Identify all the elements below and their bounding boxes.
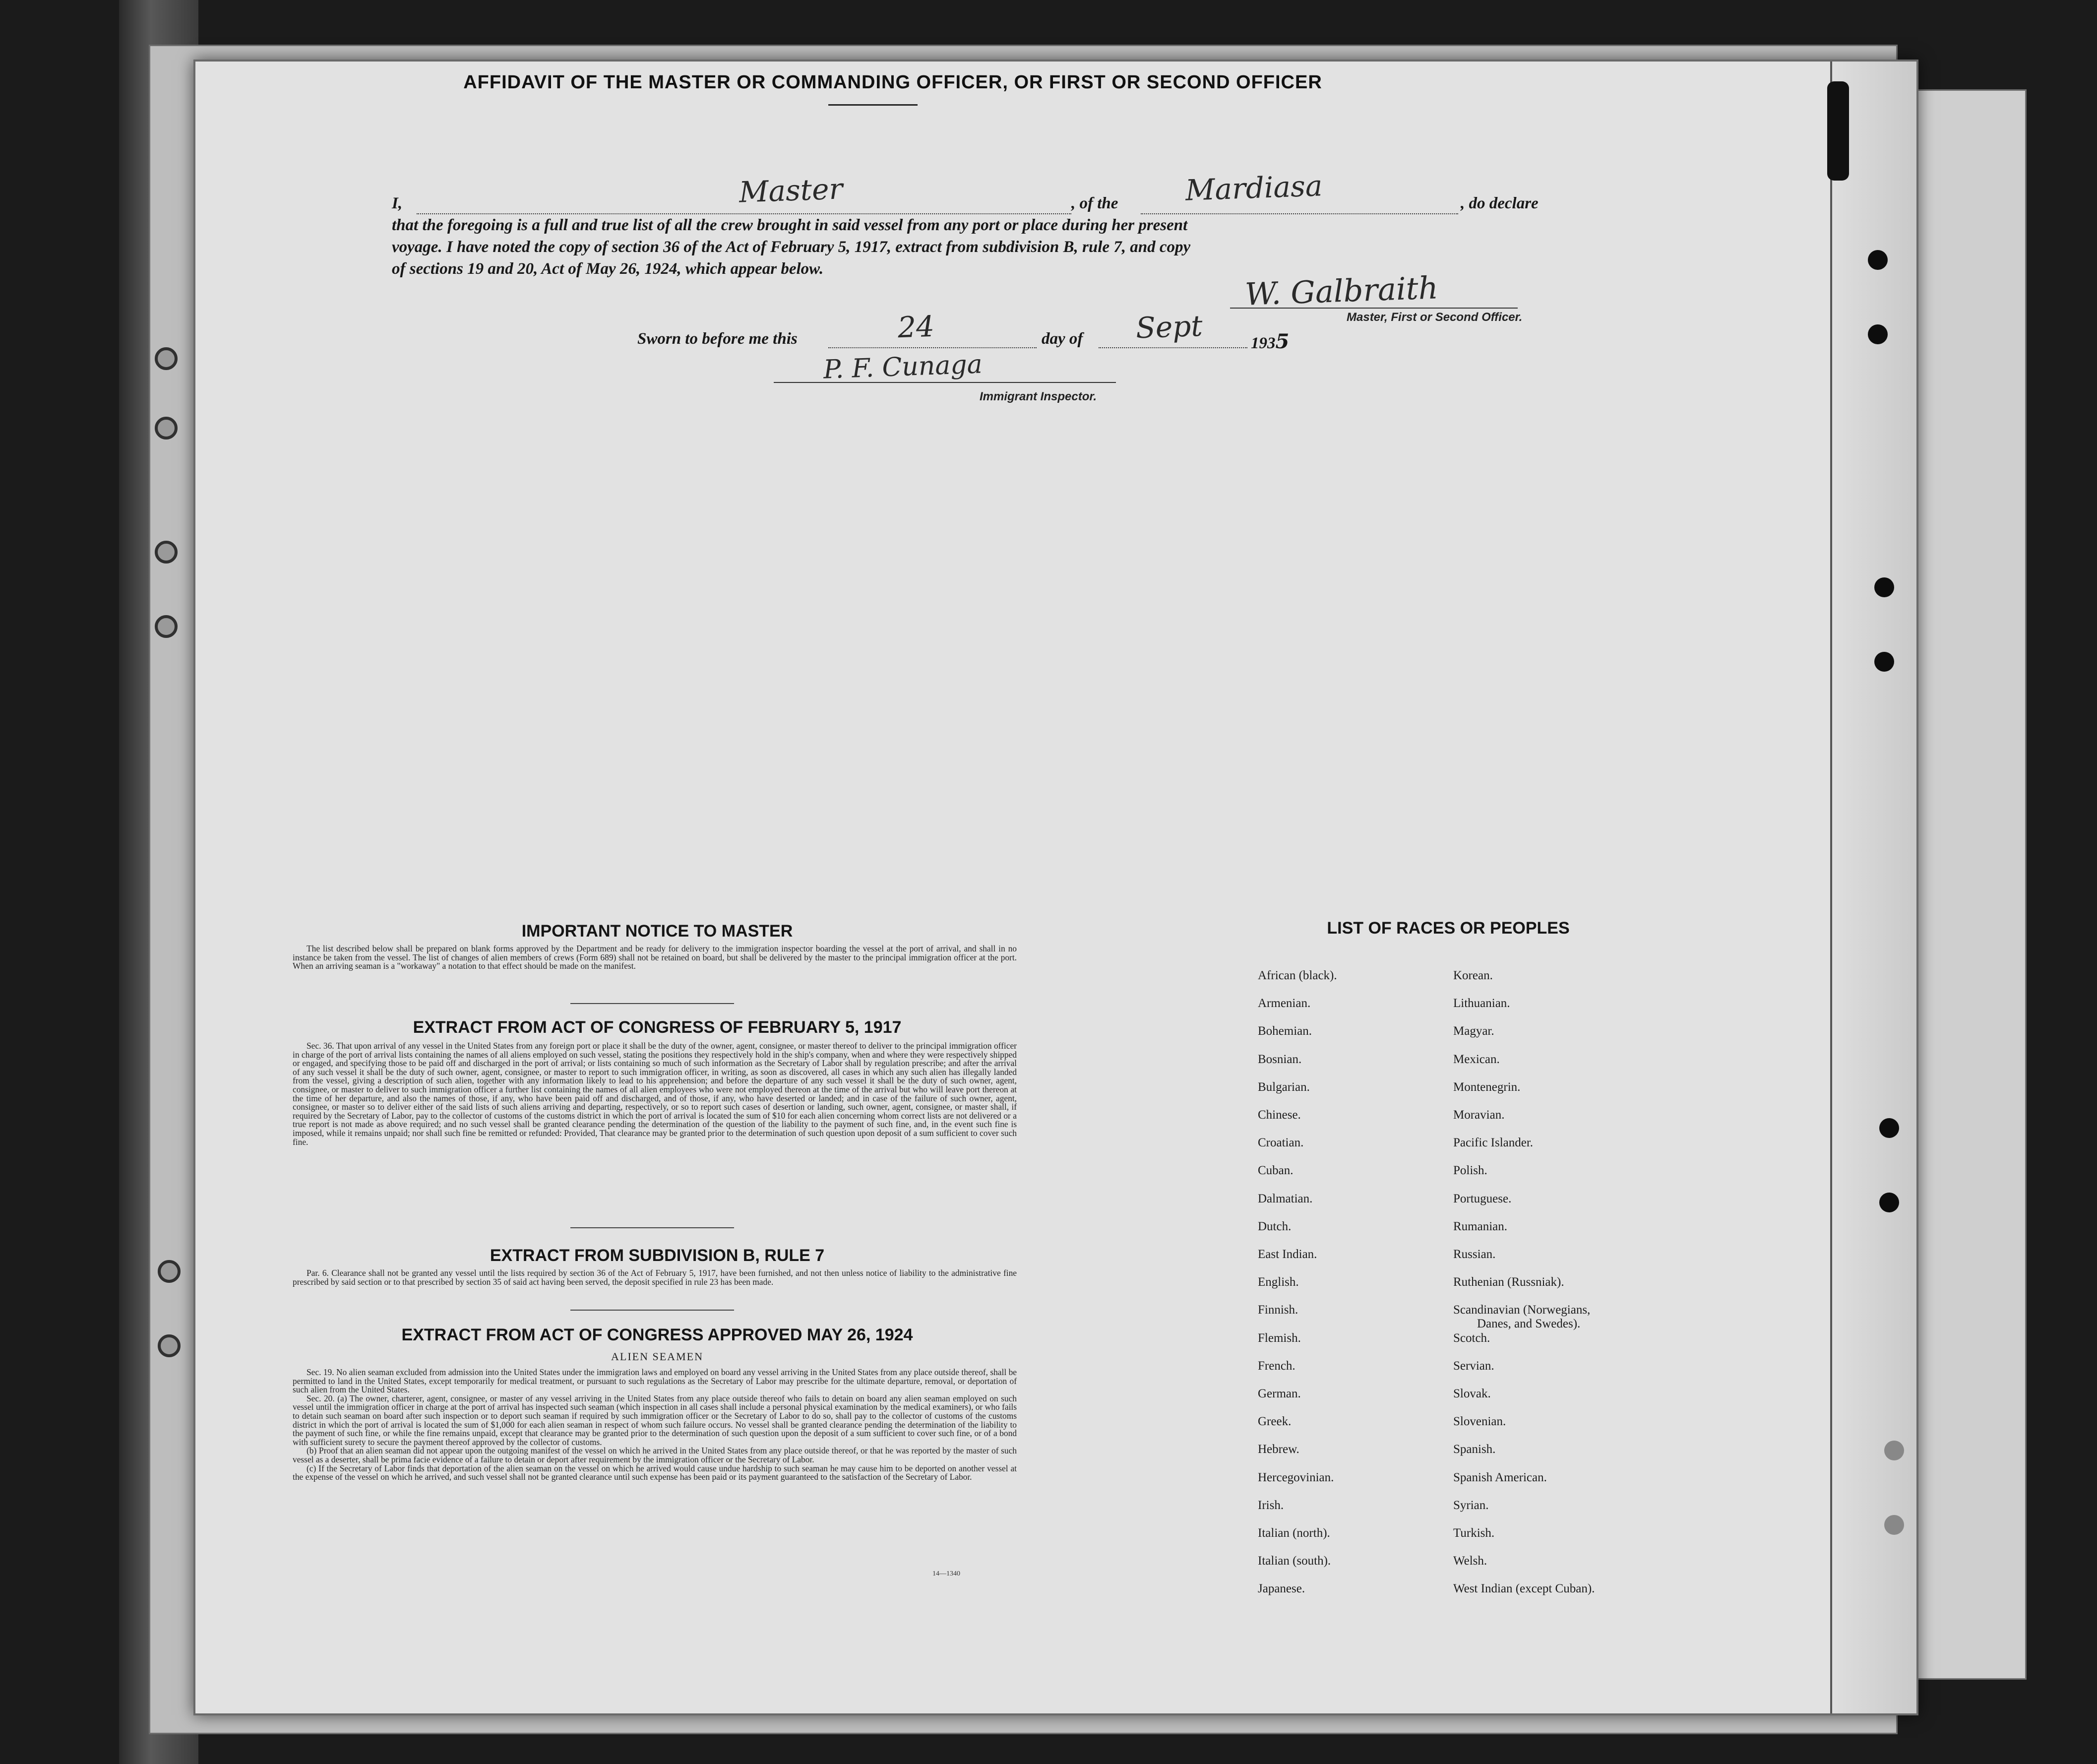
vessel-underline	[1141, 213, 1458, 214]
notice-title: IMPORTANT NOTICE TO MASTER	[521, 922, 793, 941]
binder-ring	[155, 615, 178, 638]
punch-hole	[1874, 577, 1894, 597]
handwritten-year-digit: 5	[1275, 330, 1290, 353]
punch-hole	[1868, 250, 1888, 270]
race-item: Servian.	[1453, 1359, 1494, 1373]
title-rule	[828, 104, 918, 106]
race-item: Moravian.	[1453, 1108, 1505, 1122]
race-item: Japanese.	[1258, 1582, 1305, 1596]
binder-ring	[155, 347, 178, 370]
race-item: German.	[1258, 1387, 1301, 1400]
punch-hole	[1884, 1515, 1904, 1535]
race-item: African (black).	[1258, 969, 1337, 982]
day-of: day of	[1042, 330, 1083, 348]
affidavit-line-1	[392, 194, 1547, 213]
section-20c-paragraph: (c) If the Secretary of Labor finds that deportation of the alien seaman on the vessel on which he arrived would cause undue hardship to such seaman he may cause him to be deported on another vessel at the expense of the vessel on which he arrived, and such vessel shall not be granted clearance until such expense has been paid or its payment guaranteed to the satisfaction of the Secretary of Labor.	[293, 1463, 1017, 1482]
binder-clip	[1827, 81, 1849, 181]
race-item: West Indian (except Cuban).	[1453, 1582, 1595, 1596]
handwritten-signature: W. Galbraith	[1244, 269, 1439, 313]
race-item: French.	[1258, 1359, 1295, 1373]
race-item: Flemish.	[1258, 1331, 1301, 1345]
race-item: Slovak.	[1453, 1387, 1491, 1400]
binder-ring	[155, 541, 178, 564]
section-20b-paragraph: (b) Proof that an alien seaman did not appear upon the outgoing manifest of the vessel on which he arrived in the United States from any place outside thereof, or that he was reported by the master of such vessel as a deserter, shall be prima facie evidence of a failure to detain or deport after requirement by the immigration officer or the Secretary of Labor.	[293, 1446, 1017, 1464]
race-item: Scotch.	[1453, 1331, 1490, 1345]
extract-rule7-title: EXTRACT FROM SUBDIVISION B, RULE 7	[490, 1246, 825, 1265]
signature-caption: Master, First or Second Officer.	[1347, 311, 1523, 324]
sworn-prefix: Sworn to before me this	[637, 330, 798, 348]
alien-seamen-subtitle: ALIEN SEAMEN	[611, 1350, 703, 1363]
race-item: Pacific Islander.	[1453, 1136, 1534, 1150]
affidavit-declare: , do declare	[1461, 194, 1539, 212]
punch-hole	[1874, 652, 1894, 672]
races-title: LIST OF RACES OR PEOPLES	[1327, 919, 1570, 938]
race-item: Cuban.	[1258, 1164, 1294, 1178]
race-item: Korean.	[1453, 969, 1493, 982]
race-item: Bosnian.	[1258, 1052, 1302, 1066]
handwritten-month: Sept	[1135, 309, 1203, 345]
race-item: Slovenian.	[1453, 1415, 1506, 1429]
affidavit-title: AFFIDAVIT OF THE MASTER OR COMMANDING OFFICER, OR FIRST OR SECOND OFFICER	[463, 72, 1322, 93]
extract-1917-body	[293, 1042, 1017, 1146]
notice-paragraph: The list described below shall be prepared on blank forms approved by the Department and be ready for delivery to the immigration inspector boarding the vessel at the port of arrival, and shall in no instance be taken from the vessel. The list of changes of alien members of crews (Form 689) shall not be retained on board, but shall be delivered by the master to the principal immigration officer at the port. When an arriving seaman is a "workaway" a notation to that effect should be made on the manifest.	[293, 944, 1017, 971]
race-item: English.	[1258, 1275, 1299, 1289]
section-divider	[570, 1310, 734, 1311]
race-item: Croatian.	[1258, 1136, 1304, 1150]
notice-body	[293, 945, 1017, 971]
race-item: Armenian.	[1258, 997, 1311, 1010]
race-item: Dalmatian.	[1258, 1192, 1313, 1205]
year-printed: 193	[1251, 334, 1276, 352]
affidavit-line-2: that the foregoing is a full and true list of all the crew brought in said vessel from any port or place during her present	[392, 216, 1188, 234]
affidavit-line-4: of sections 19 and 20, Act of May 26, 1924, which appear below.	[392, 260, 824, 278]
race-item: Italian (south).	[1258, 1554, 1331, 1568]
race-item: Chinese.	[1258, 1108, 1301, 1122]
race-item: Syrian.	[1453, 1498, 1489, 1512]
race-item: Montenegrin.	[1453, 1080, 1521, 1094]
par-6-paragraph: Par. 6. Clearance shall not be granted any vessel until the lists required by section 36 of the Act of February 5, 1917, have been furnished, and not then unless notice of liability to the administrative fine prescribed by said section or to that prescribed by section 35 of said act having been served, the deposit specified in rule 23 has been made.	[293, 1268, 1017, 1287]
punch-hole	[1879, 1118, 1899, 1138]
race-item: Rumanian.	[1453, 1219, 1508, 1233]
race-item: Spanish.	[1453, 1443, 1496, 1456]
race-item: Danes, and Swedes).	[1477, 1317, 1581, 1331]
handwritten-rank: Master	[738, 172, 844, 209]
race-item: Hebrew.	[1258, 1443, 1299, 1456]
race-item: East Indian.	[1258, 1248, 1317, 1261]
month-underline	[1099, 347, 1247, 348]
race-item: Polish.	[1453, 1164, 1487, 1178]
section-36-paragraph: Sec. 36. That upon arrival of any vessel in the United States from any foreign port or place it shall be the duty of the owner, agent, consignee, or master thereof to deliver to the principal immigration officer in charge of the port of arrival lists containing the names of all aliens employed on such vessel, stating the positions they respectively hold in the ship's company, when and where they were respectively shipped or engaged, and specifying those to be paid off and discharged in the port of arrival; or lists containing so much of such information as the Secretary of Labor shall by regulation prescribe; and after the arrival of any such vessel it shall be the duty of such owner, agent, consignee, or master to report to such immigration officer, in writing, as soon as discovered, all cases in which any such alien has illegally landed from the vessel, giving a description of such alien, together with any information likely to lead to his apprehension; and before the departure of any such vessel it shall be the duty of such owner, agent, consignee, or master to deliver to such immigration officer a further list containing the names of all alien employees who were not employed thereon at the time of the arrival but who will leave port thereon at the time of her departure, and also the names of those, if any, who have been paid off and discharged, and of those, if any, who have deserted or landed; and in case of the failure of such owner, agent, consignee, or master so to deliver either of the said lists of such aliens arriving and departing, respectively, or so to report such cases of desertion or landing, such owner, agent, consignee, or master shall, if required by the Secretary of Labor, pay to the collector of customs of the customs district in which the port of arrival is located the sum of $10 for each alien concerning whom correct lists are not delivered or a true report is not made as above required; and no such vessel shall be granted clearance pending the determination of the question of the liability to the payment of such fine, and, in the event such fine is imposed, while it remains unpaid; nor shall such fine be remitted or refunded: Provided, That clearance may be granted prior to the determination of such question upon deposit of a sum sufficient to cover such fine.	[293, 1041, 1017, 1147]
race-item: Scandinavian (Norwegians,	[1453, 1303, 1591, 1317]
handwritten-day: 24	[897, 309, 935, 345]
race-item: Spanish American.	[1453, 1470, 1547, 1484]
extract-rule7-body	[293, 1269, 1017, 1286]
handwritten-inspector: P. F. Cunaga	[823, 349, 983, 385]
punch-hole	[1868, 324, 1888, 344]
binder-ring	[155, 417, 178, 440]
inspector-underline	[774, 382, 1116, 383]
rank-underline	[417, 213, 1071, 214]
section-19-paragraph: Sec. 19. No alien seaman excluded from admission into the United States under the immigration laws and employed on board any vessel arriving in the United States from any place outside thereof, shall be permitted to land in the United States, except temporarily for medical treatment, or pursuant to such regulations as the Secretary of Labor may prescribe for the ultimate departure, removal, or deportation of such alien from the United States.	[293, 1367, 1017, 1395]
extract-1924-body	[293, 1368, 1017, 1482]
page-edge-strip	[1830, 62, 1916, 1713]
race-item: Turkish.	[1453, 1526, 1495, 1540]
race-item: Welsh.	[1453, 1554, 1487, 1568]
race-item: Bulgarian.	[1258, 1080, 1310, 1094]
inspector-caption: Immigrant Inspector.	[980, 390, 1097, 403]
year-prefix	[1251, 330, 1320, 353]
race-item: Portuguese.	[1453, 1192, 1512, 1205]
race-item: Hercegovinian.	[1258, 1470, 1334, 1484]
affidavit-line-3: voyage. I have noted the copy of section 36 of the Act of February 5, 1917, extract from subdivision B, rule 7, and copy	[392, 238, 1191, 256]
race-item: Lithuanian.	[1453, 997, 1510, 1010]
race-item: Russian.	[1453, 1248, 1496, 1261]
handwritten-vessel: Mardiasa	[1184, 169, 1323, 207]
extract-1924-title: EXTRACT FROM ACT OF CONGRESS APPROVED MAY 26, 1924	[401, 1325, 913, 1344]
race-item: Dutch.	[1258, 1219, 1292, 1233]
race-item: Ruthenian (Russniak).	[1453, 1275, 1564, 1289]
affidavit-of-the: , of the	[1071, 194, 1118, 212]
affidavit-i: I,	[392, 194, 403, 212]
race-item: Irish.	[1258, 1498, 1284, 1512]
section-20a-paragraph: Sec. 20. (a) The owner, charterer, agent, consignee, or master of any vessel arriving in the United States from any place outside thereof who fails to detain on board any alien seaman employed on such vessel until the immigration officer in charge at the port of arrival has inspected such seaman (which inspection in all cases shall include a personal physical examination by the medical examiners), or who fails to detain such seaman on board after such inspection or to deport such seaman if required by such immigration officer or the Secretary of Labor to do so, shall pay to the collector of customs of the customs district in which the port of arrival is located the sum of $1,000 for each alien seaman in respect of whom such failure occurs. No vessel shall be granted clearance pending the determination of the liability to the payment of such fine, or while the fine remains unpaid, except that clearance may be granted prior to the determination of such question upon the deposit of a sum sufficient to cover such fine, or of a bond with sufficient surety to secure the payment thereof approved by the collector of customs.	[293, 1393, 1017, 1447]
binder-ring	[158, 1260, 181, 1283]
punch-hole	[1879, 1193, 1899, 1212]
form-number: 14—1340	[932, 1570, 960, 1577]
section-divider	[570, 1003, 734, 1004]
race-item: Italian (north).	[1258, 1526, 1330, 1540]
race-item: Finnish.	[1258, 1303, 1298, 1317]
punch-hole	[1884, 1441, 1904, 1460]
race-item: Mexican.	[1453, 1052, 1500, 1066]
race-item: Magyar.	[1453, 1024, 1494, 1038]
binder-ring	[158, 1334, 181, 1357]
signature-underline	[1230, 308, 1518, 309]
section-divider	[570, 1227, 734, 1228]
extract-1917-title: EXTRACT FROM ACT OF CONGRESS OF FEBRUARY 5, 1917	[413, 1018, 902, 1037]
race-item: Bohemian.	[1258, 1024, 1312, 1038]
race-item: Greek.	[1258, 1415, 1292, 1429]
day-underline	[828, 347, 1037, 348]
